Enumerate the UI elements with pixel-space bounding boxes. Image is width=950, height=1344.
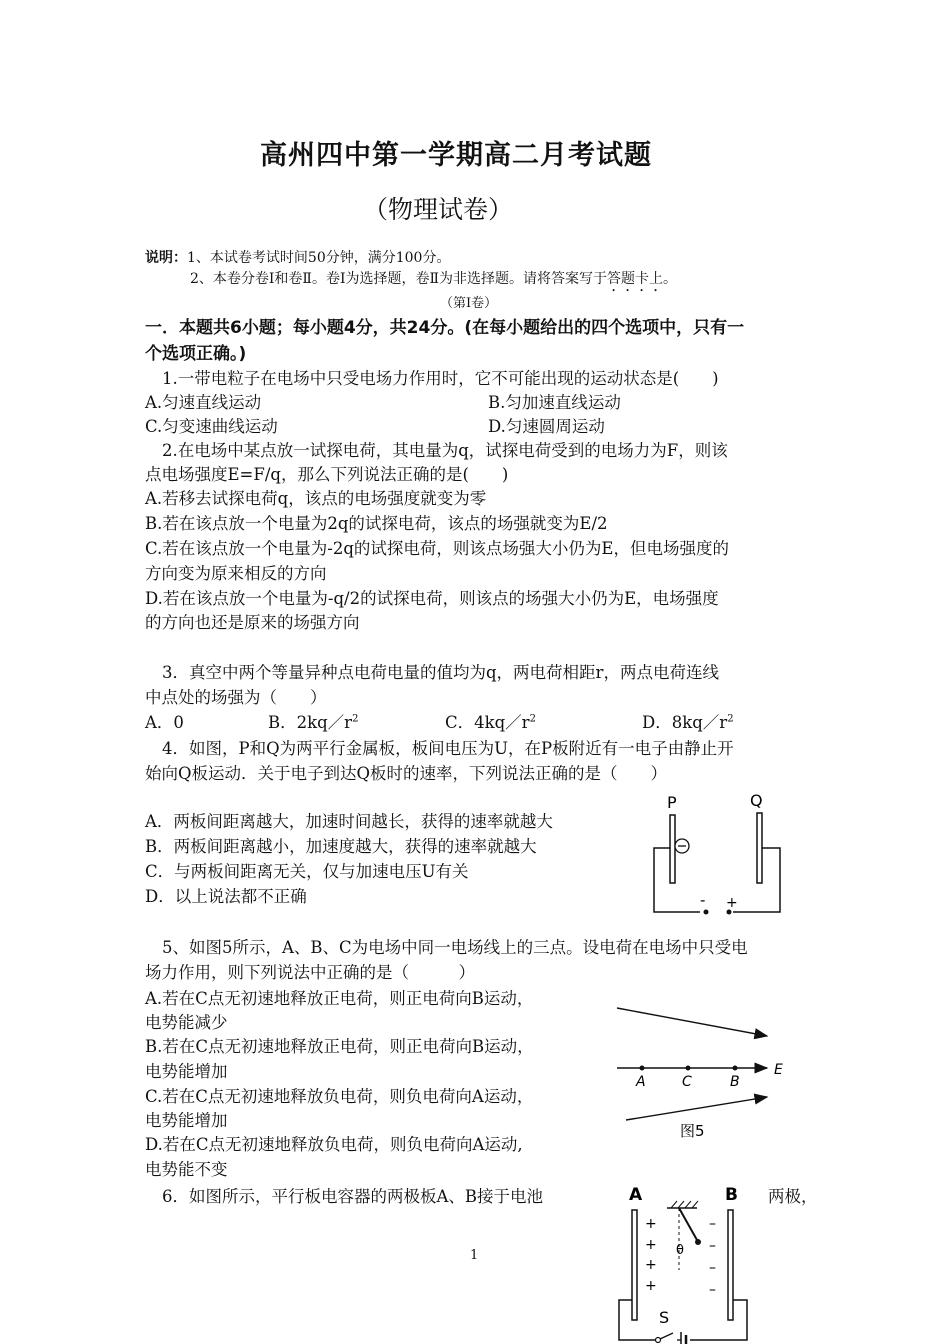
q6-thread bbox=[679, 1208, 697, 1240]
q2-option-c-line-2: 方向变为原来相反的方向 bbox=[145, 564, 327, 583]
q6-figure bbox=[615, 1180, 765, 1344]
q5-option-c-line-1: C.若在C点无初速地释放负电荷，则负电荷向A运动， bbox=[145, 1087, 534, 1106]
q4-option-d: D．以上说法都不正确 bbox=[145, 887, 307, 906]
page-subtitle: （物理试卷） bbox=[363, 195, 514, 224]
q6-stem-right: 两极， bbox=[768, 1187, 818, 1206]
q2-stem-line-1: 2.在电场中某点放一试探电荷，其电量为q，试探电荷受到的电场力为F，则该 bbox=[162, 441, 728, 460]
q5-option-b-line-1: B.若在C点无初速地释放正电荷，则正电荷向B运动， bbox=[145, 1037, 534, 1056]
q4-fig-minus: - bbox=[700, 891, 706, 909]
q5-stem-line-2: 场力作用，则下列说法中正确的是（ ） bbox=[145, 963, 475, 982]
page-number: 1 bbox=[470, 1248, 479, 1263]
q6-plus-2: + bbox=[645, 1237, 657, 1253]
q6-plate-a bbox=[632, 1210, 637, 1320]
q6-minus-2: – bbox=[709, 1238, 716, 1254]
q1-stem: 1.一带电粒子在电场中只受电场力作用时，它不可能出现的运动状态是( ) bbox=[162, 369, 719, 388]
q3-option-c-text: C．4kq／r bbox=[445, 713, 530, 732]
q2-option-d-line-2: 的方向也还是原来的场强方向 bbox=[145, 613, 360, 632]
q3-option-c bbox=[445, 709, 536, 733]
page-title: 高州四中第一学期高二月考试题 bbox=[260, 140, 652, 171]
q5-stem-line-1: 5、如图5所示，A、B、C为电场中同一电场线上的三点。设电荷在电场中只受电 bbox=[162, 938, 748, 957]
q2-stem-line-2: 点电场强度E=F/q，那么下列说法正确的是( ) bbox=[145, 465, 509, 484]
q6-wire-right bbox=[690, 1300, 747, 1340]
q5-label-c: C bbox=[682, 1074, 692, 1090]
q5-label-e: E bbox=[774, 1062, 783, 1078]
q4-option-c: C．与两板间距离无关，仅与加速电压U有关 bbox=[145, 862, 469, 881]
q5-point-a bbox=[640, 1066, 645, 1071]
q3-option-c-exp: 2 bbox=[529, 713, 536, 725]
q4-plate-p bbox=[670, 815, 675, 883]
q6-hatch-1 bbox=[671, 1201, 677, 1208]
q4-stem-line-2: 始向Q板运动．关于电子到达Q板时的速率，下列说法正确的是（ ） bbox=[145, 764, 668, 783]
q6-hatch-2 bbox=[678, 1201, 684, 1208]
q4-fig-plus: + bbox=[726, 895, 738, 911]
q5-option-d-line-1: D.若在C点无初速地释放负电荷，则负电荷向A运动, bbox=[145, 1135, 523, 1154]
q6-label-s: S bbox=[659, 1308, 670, 1327]
q5-field-line-top bbox=[617, 1008, 767, 1036]
q6-minus-1: – bbox=[709, 1216, 716, 1232]
q4-figure bbox=[640, 790, 790, 918]
q5-point-b bbox=[733, 1066, 738, 1071]
q5-option-d-line-2: 电势能不变 bbox=[145, 1160, 228, 1179]
q6-minus-4: – bbox=[709, 1282, 716, 1298]
q4-wire-left bbox=[654, 848, 700, 912]
q6-stem-left: 6．如图所示，平行板电容器的两极板A、B接于电池 bbox=[162, 1187, 544, 1206]
section-heading-line-2: 个选项正确。) bbox=[145, 344, 247, 364]
q1-option-a: A.匀速直线运动 bbox=[145, 393, 262, 412]
q5-option-a-line-1: A.若在C点无初速地释放正电荷，则正电荷向B运动， bbox=[145, 989, 534, 1008]
q5-option-c-line-2: 电势能增加 bbox=[145, 1111, 228, 1130]
notes-emphasis: 答题卡上 bbox=[607, 271, 663, 287]
q3-option-b bbox=[268, 709, 358, 733]
q3-option-d bbox=[642, 709, 734, 733]
q1-option-c: C.匀变速曲线运动 bbox=[145, 417, 278, 436]
q4-option-b: B．两板间距离越小，加速度越大，获得的速率就越大 bbox=[145, 837, 537, 856]
q5-field-line-bottom bbox=[626, 1097, 767, 1120]
q6-label-theta: θ bbox=[676, 1243, 684, 1258]
q4-stem-line-1: 4．如图，P和Q为两平行金属板，板间电压为U，在P板附近有一电子由静止开 bbox=[162, 739, 734, 758]
q3-option-d-exp: 2 bbox=[727, 713, 734, 725]
notes-line-2 bbox=[190, 268, 677, 295]
q3-stem-line-1: 3．真空中两个等量异种点电荷电量的值均为q，两电荷相距r，两点电荷连线 bbox=[162, 663, 719, 682]
q2-option-a: A.若移去试探电荷q，该点的电场强度就变为零 bbox=[145, 489, 487, 508]
q6-plus-4: + bbox=[645, 1278, 657, 1294]
q6-hatch-4 bbox=[692, 1201, 698, 1208]
notes-label: 说明： bbox=[145, 250, 187, 266]
q6-label-b: B bbox=[725, 1185, 738, 1205]
q4-terminal-neg bbox=[704, 910, 709, 915]
q6-plus-3: + bbox=[645, 1257, 657, 1273]
q2-option-b: B.若在该点放一个电量为2q的试探电荷，该点的场强就变为E/2 bbox=[145, 514, 608, 533]
q2-option-c-line-1: C.若在该点放一个电量为-2q的试探电荷，则该点场强大小仍为E，但电场强度的 bbox=[145, 539, 729, 558]
q6-label-a: A bbox=[629, 1185, 643, 1205]
q3-option-b-exp: 2 bbox=[352, 713, 359, 725]
q3-option-b-text: B．2kq／r bbox=[268, 713, 353, 732]
part-label: （第Ⅰ卷） bbox=[440, 296, 498, 311]
q4-fig-label-p: P bbox=[667, 793, 677, 812]
q3-stem-line-2: 中点处的场强为（ ） bbox=[145, 688, 327, 707]
section-heading-line-1: 一．本题共6小题；每小题4分，共24分。(在每小题给出的四个选项中，只有一 bbox=[145, 318, 745, 338]
q4-plate-q bbox=[757, 813, 762, 883]
q4-option-a: A．两板间距离越大，加速时间越长，获得的速率就越大 bbox=[145, 812, 553, 831]
q3-option-a: A．0 bbox=[145, 713, 184, 732]
q6-plus-1: + bbox=[645, 1216, 657, 1232]
notes-text-2: 2、本卷分卷Ⅰ和卷Ⅱ。卷Ⅰ为选择题，卷Ⅱ为非选择题。请将答案写于 bbox=[190, 271, 607, 287]
q6-hatch-3 bbox=[685, 1201, 691, 1208]
q5-figure bbox=[612, 1000, 797, 1140]
q5-label-b: B bbox=[730, 1074, 740, 1090]
q5-label-a: A bbox=[636, 1074, 646, 1090]
q5-option-b-line-2: 电势能增加 bbox=[145, 1062, 228, 1081]
notes-text-1: 1、本试卷考试时间50分钟，满分100分。 bbox=[187, 250, 451, 266]
q4-fig-label-q: Q bbox=[750, 791, 763, 810]
q1-option-b: B.匀加速直线运动 bbox=[488, 393, 621, 412]
q3-option-d-text: D．8kq／r bbox=[642, 713, 728, 732]
q5-option-a-line-2: 电势能减少 bbox=[145, 1013, 228, 1032]
notes-end: 。 bbox=[663, 271, 677, 287]
q5-point-c bbox=[686, 1066, 691, 1071]
q6-minus-3: – bbox=[709, 1260, 716, 1276]
q6-ball bbox=[695, 1239, 701, 1245]
q1-option-d: D.匀速圆周运动 bbox=[488, 417, 605, 436]
q6-plate-b bbox=[728, 1210, 733, 1320]
q2-option-d-line-1: D.若在该点放一个电量为-q/2的试探电荷，则该点的场强大小仍为E，电场强度 bbox=[145, 589, 719, 608]
q5-caption: 图5 bbox=[680, 1122, 705, 1140]
q6-switch-contact bbox=[656, 1338, 661, 1343]
notes-line-1 bbox=[145, 247, 450, 267]
q6-switch-lever bbox=[660, 1333, 673, 1339]
